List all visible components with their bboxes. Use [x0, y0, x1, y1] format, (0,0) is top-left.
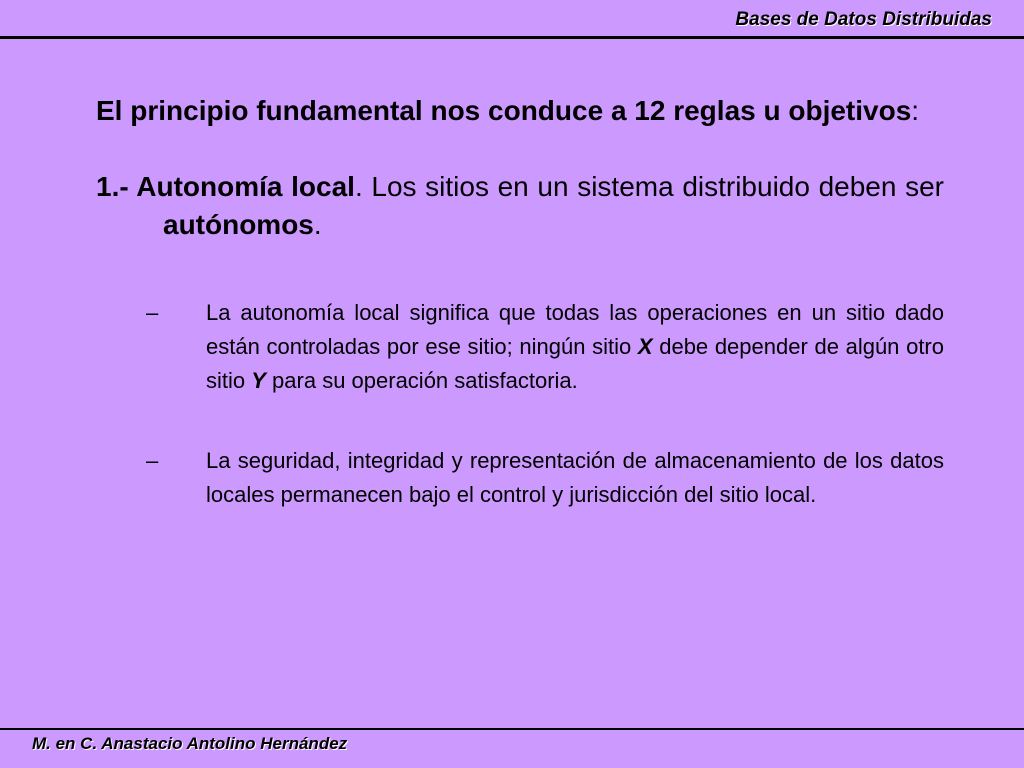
rule-1-text-b: . [313, 209, 322, 240]
bullet-1-text-c: para su operación satisfactoria. [265, 368, 578, 393]
bullet-2-text: La seguridad, integridad y representación de almacenamiento de los datos locales permanecen bajo el control y jurisdicción del sitio local. [206, 448, 944, 507]
footer-divider [0, 728, 1024, 730]
rule-1-emphasis: autónomos [163, 209, 314, 240]
bullet-local-control [146, 296, 944, 398]
bullet-1-text-b: debe depender de algún otro sitio [206, 334, 944, 393]
header-title: Bases de Datos Distribuidas [735, 9, 992, 30]
header-divider [0, 36, 1024, 39]
site-y-label: Y [251, 368, 266, 393]
rule-1-label: 1.- Autonomía local [96, 171, 355, 202]
intro-text: El principio fundamental nos conduce a 12 reglas u objetivos [96, 95, 912, 126]
intro-colon: : [911, 95, 920, 126]
intro-paragraph [96, 92, 944, 130]
rule-1-paragraph [96, 168, 944, 244]
site-x-label: X [637, 334, 653, 359]
dash-bullet-icon: – [146, 300, 159, 325]
rule-1-text-a: . Los sitios en un sistema distribuido deben ser [354, 171, 944, 202]
bullet-1-text-a: La autonomía local significa que todas las operaciones en un sitio dado están controladas por ese sitio; ningún sitio [206, 300, 944, 359]
dash-bullet-icon: – [146, 448, 159, 473]
bullet-security-integrity [146, 444, 944, 512]
footer-author: M. en C. Anastacio Antolino Hernández [32, 734, 348, 753]
slide-body [96, 92, 944, 512]
